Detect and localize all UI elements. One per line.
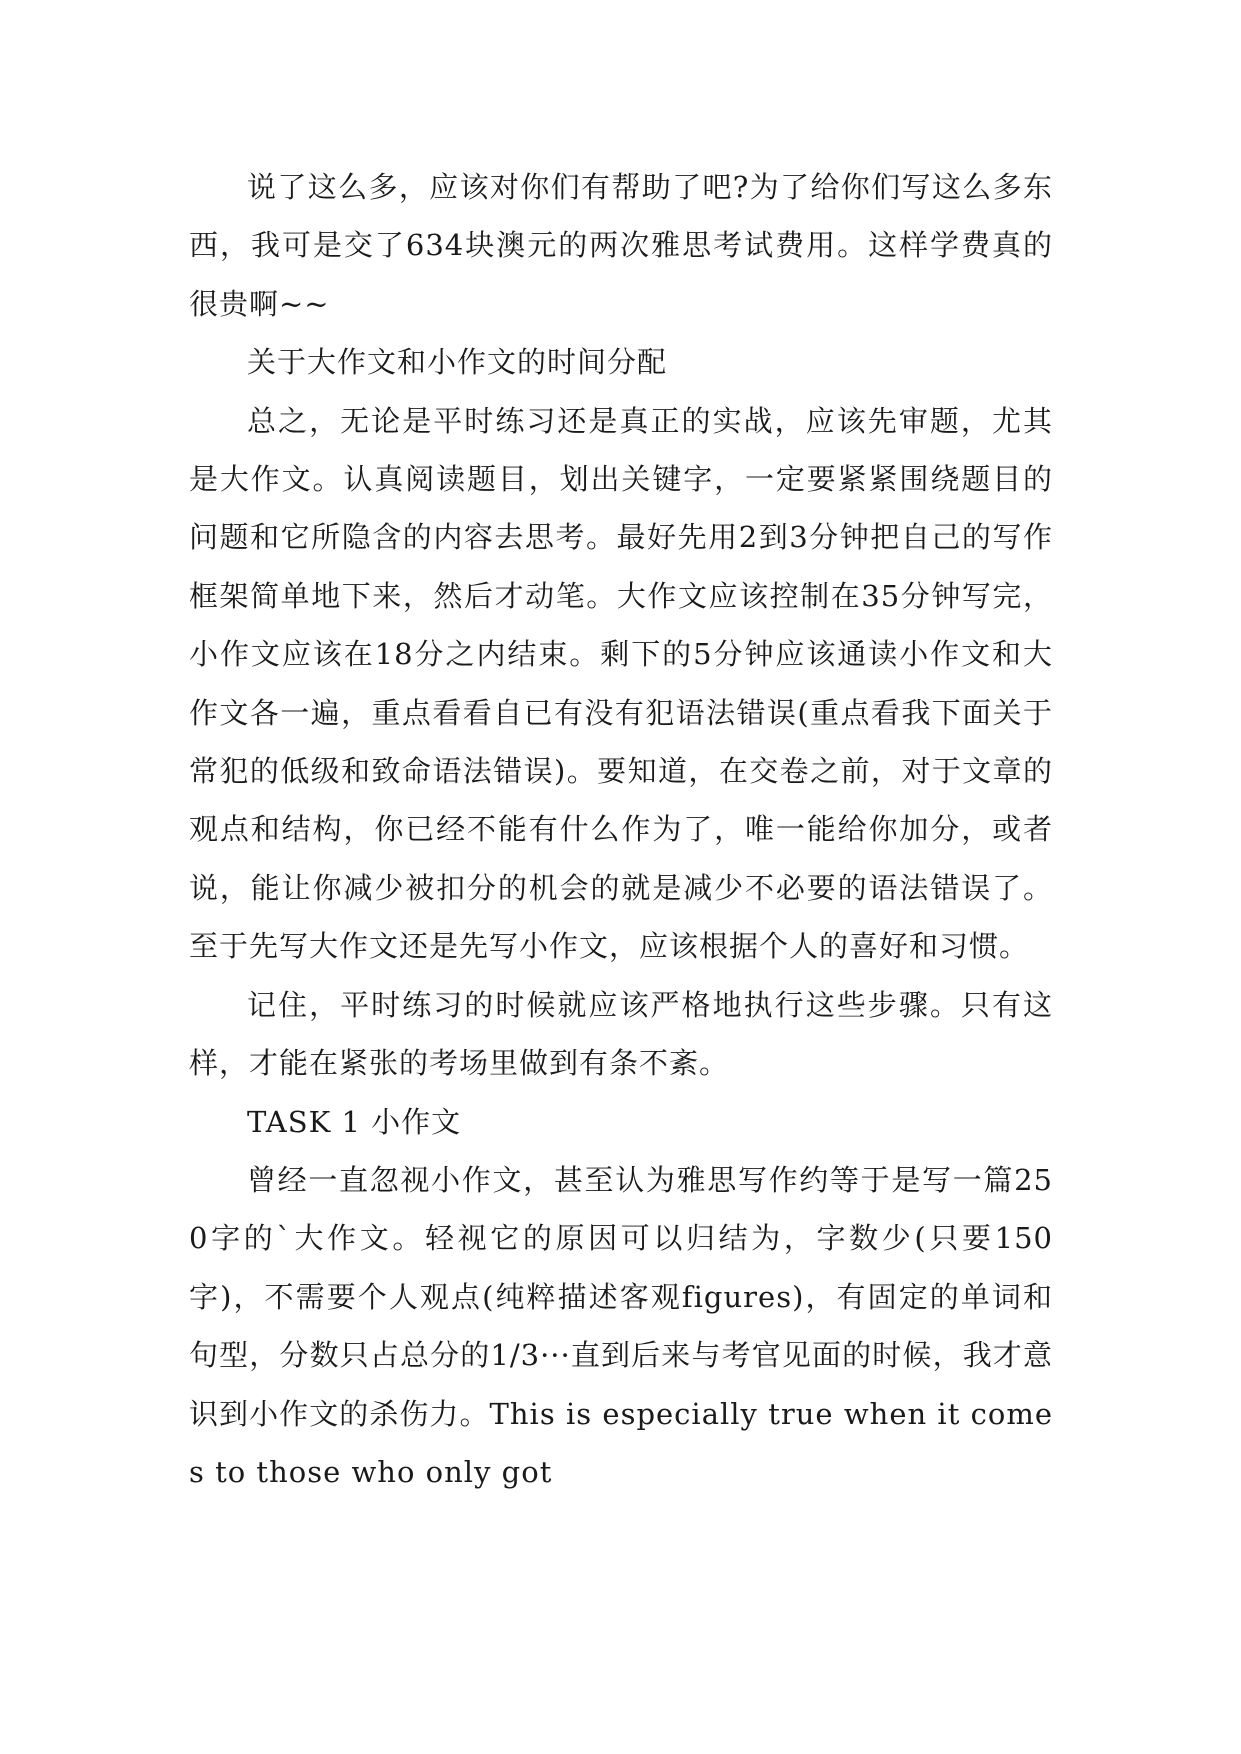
paragraph-intro: 说了这么多，应该对你们有帮助了吧?为了给你们写这么多东西，我可是交了634块澳元的两次雅思考试费用。这样学费真的很贵啊~~ [189, 170, 1053, 321]
paragraph-remember: 记住，平时练习的时候就应该严格地执行这些步骤。只有这样，才能在紧张的考场里做到有条不紊。 [189, 987, 1053, 1081]
paragraph-task1: 曾经一直忽视小作文，甚至认为雅思写作约等于是写一篇250字的`大作文。轻视它的原因可以归结为，字数少(只要150字)，不需要个人观点(纯粹描述客观figures)，有固定的单词和句型，分数只占总分的1/3···直到后来与考官见面的时候，我才意识到小作文的杀伤力。This is especially true when it comes to those who only got [189, 1162, 1053, 1489]
paragraph-time-allocation: 总之，无论是平时练习还是真正的实战，应该先审题，尤其是大作文。认真阅读题目，划出关键字，一定要紧紧围绕题目的问题和它所隐含的内容去思考。最好先用2到3分钟把自己的写作框架简单地下来，然后才动笔。大作文应该控制在35分钟写完，小作文应该在18分之内结束。剩下的5分钟应该通读小作文和大作文各一遍，重点看看自已有没有犯语法错误(重点看我下面关于常犯的低级和致命语法错误)。要知道，在交卷之前，对于文章的观点和结构，你已经不能有什么作为了，唯一能给你加分，或者说，能让你减少被扣分的机会的就是减少不必要的语法错误了。至于先写大作文还是先写小作文，应该根据个人的喜好和习惯。 [189, 403, 1053, 964]
document-body [189, 158, 1053, 1501]
section-heading-time-allocation: 关于大作文和小作文的时间分配 [247, 345, 668, 380]
section-heading-task1: TASK 1 小作文 [247, 1104, 462, 1139]
